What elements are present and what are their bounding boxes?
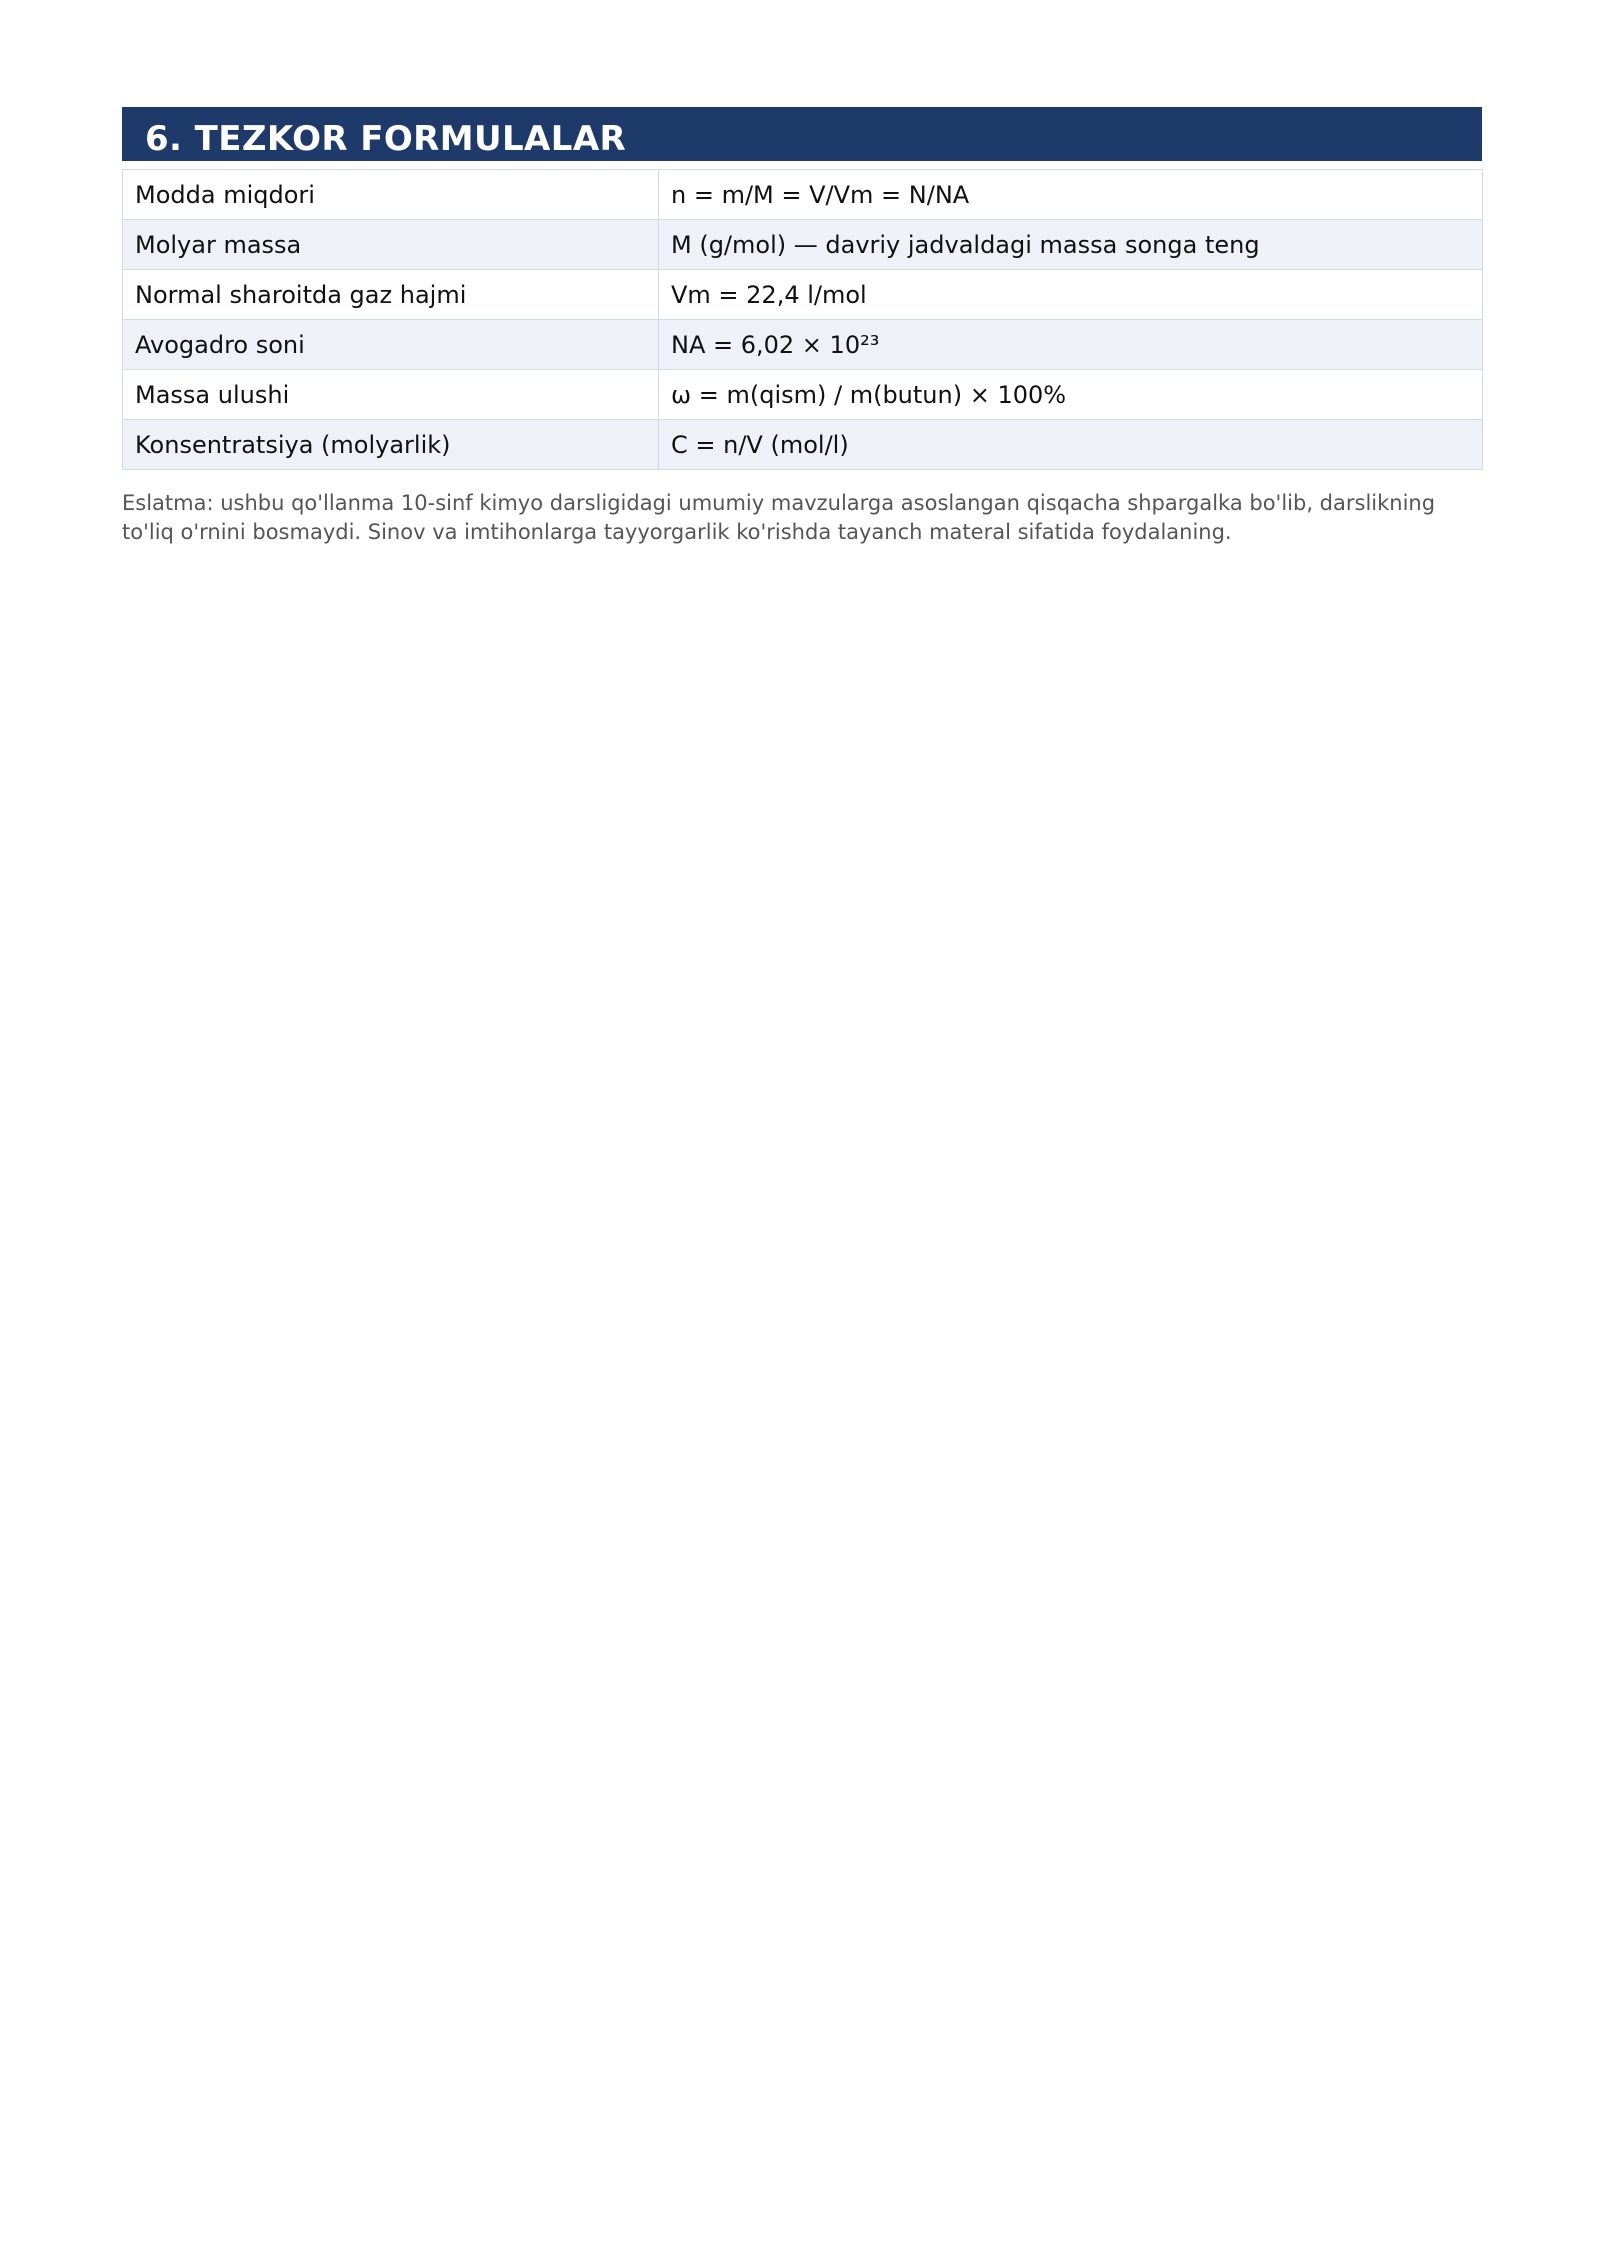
formula-name-cell: Massa ulushi <box>123 370 659 420</box>
footnote: Eslatma: ushbu qo'llanma 10-sinf kimyo darsligidagi umumiy mavzularga asoslangan qisqacha shpargalka bo'lib, darslikning to'liq o'rnini bosmaydi. Sinov va imtihonlarga tayyorgarlik ko'rishda tayanch materal sifatida foydalaning. <box>122 491 1436 544</box>
table-row <box>123 370 1483 420</box>
formula-name-cell: Avogadro soni <box>123 320 659 370</box>
formula-value-cell: ω = m(qism) / m(butun) × 100% <box>659 370 1483 420</box>
table-row <box>123 320 1483 370</box>
table-row <box>123 270 1483 320</box>
formula-name-cell: Normal sharoitda gaz hajmi <box>123 270 659 320</box>
table-row <box>123 420 1483 470</box>
formula-value-cell: Vm = 22,4 l/mol <box>659 270 1483 320</box>
table-row <box>123 170 1483 220</box>
formula-value-cell: C = n/V (mol/l) <box>659 420 1483 470</box>
formula-name-cell: Molyar massa <box>123 220 659 270</box>
formula-value-cell: NA = 6,02 × 10²³ <box>659 320 1483 370</box>
section-header <box>122 107 1482 161</box>
formula-table <box>122 169 1483 470</box>
formula-value-cell: M (g/mol) — davriy jadvaldagi massa songa teng <box>659 220 1483 270</box>
section-title: 6. TEZKOR FORMULALAR <box>145 119 627 159</box>
formula-name-cell: Modda miqdori <box>123 170 659 220</box>
table-row <box>123 220 1483 270</box>
formula-value-cell: n = m/M = V/Vm = N/NA <box>659 170 1483 220</box>
formula-name-cell: Konsentratsiya (molyarlik) <box>123 420 659 470</box>
